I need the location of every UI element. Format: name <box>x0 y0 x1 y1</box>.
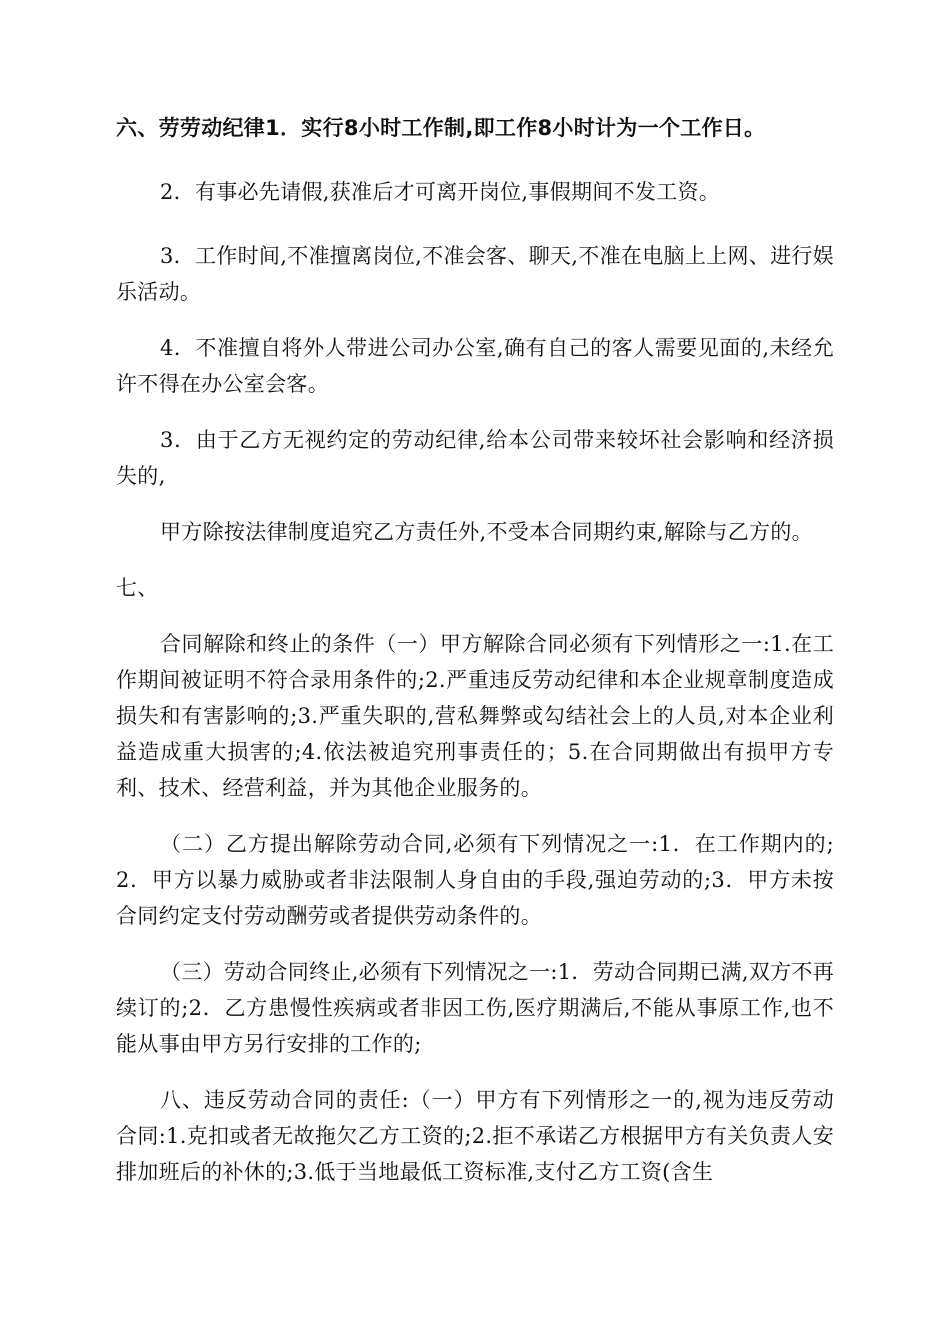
paragraph-termination-right: 甲方除按法律制度追究乙方责任外,不受本合同期约束,解除与乙方的。 <box>160 520 813 544</box>
section-eight-paragraph: 八、违反劳动合同的责任:（一）甲方有下列情形之一的,视为违反劳动合同:1.克扣或者无故拖欠乙方工资的;2.拒不承诺乙方根据甲方有关负责人安排加班后的补休的;3.低于当地最低工资标准,支付乙方工资(含生 <box>116 1088 834 1184</box>
paragraph-employer-termination: 合同解除和终止的条件（一）甲方解除合同必须有下列情形之一:1.在工作期间被证明不符合录用条件的;2.严重违反劳动纪律和本企业规章制度造成损失和有害影响的;3.严重失职的,营私舞弊或勾结社会上的人员,对本企业利益造成重大损害的;4.依法被追究刑事责任的；5.在合同期做出有损甲方专利、技术、经营利益，并为其他企业服务的。 <box>116 632 834 800</box>
paragraph-work-time-rule: 3．工作时间,不准擅离岗位,不准会客、聊天,不准在电脑上上网、进行娱乐活动。 <box>116 244 834 304</box>
section-six-heading: 六、劳劳动纪律1．实行8小时工作制,即工作8小时计为一个工作日。 <box>116 116 766 140</box>
paragraph-discipline-violation: 3．由于乙方无视约定的劳动纪律,给本公司带来较坏社会影响和经济损失的, <box>116 428 834 488</box>
section-seven-heading: 七、 <box>116 576 159 600</box>
paragraph-contract-end: （三）劳动合同终止,必须有下列情况之一:1．劳动合同期已满,双方不再续订的;2．乙方患慢性疾病或者非因工伤,医疗期满后,不能从事原工作,也不能从事由甲方另行安排的工作的; <box>116 960 834 1056</box>
paragraph-visitor-rule: 4．不准擅自将外人带进公司办公室,确有自己的客人需要见面的,未经允许不得在办公室会客。 <box>116 336 834 396</box>
paragraph-employee-termination: （二）乙方提出解除劳动合同,必须有下列情况之一:1．在工作期内的;2．甲方以暴力威胁或者非法限制人身自由的手段,强迫劳动的;3．甲方未按合同约定支付劳动酬劳或者提供劳动条件的。 <box>116 832 834 928</box>
paragraph-leave-rule: 2．有事必先请假,获准后才可离开岗位,事假期间不发工资。 <box>160 180 721 204</box>
